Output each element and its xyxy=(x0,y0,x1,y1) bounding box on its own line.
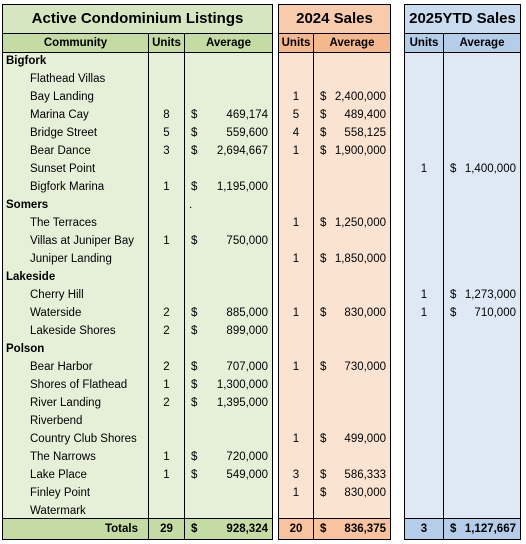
empty-cell xyxy=(444,430,520,448)
average-value: $ 549,000 xyxy=(185,466,272,484)
empty-cell xyxy=(444,232,520,250)
empty-cell xyxy=(444,178,520,196)
empty-cell xyxy=(405,70,443,88)
units-value: 5 xyxy=(163,127,170,139)
empty-cell xyxy=(279,322,313,340)
average-value: $ 885,000 xyxy=(185,304,272,322)
empty-cell xyxy=(405,196,443,214)
empty-cell xyxy=(314,232,390,250)
empty-cell xyxy=(185,70,272,88)
units-value: 1 xyxy=(163,469,170,481)
empty-cell xyxy=(444,196,520,214)
community-name: Marina Cay xyxy=(30,109,89,121)
average-value: $ 720,000 xyxy=(185,448,272,466)
active-totals-units: 29 xyxy=(148,519,184,539)
empty-cell xyxy=(279,70,313,88)
empty-cell xyxy=(185,160,272,178)
active-totals-average: $ 928,324 xyxy=(184,519,272,539)
active-listings-header xyxy=(3,33,272,53)
empty-cell xyxy=(405,214,443,232)
currency-symbol: $ xyxy=(191,145,198,157)
average-value: $ 1,395,000 xyxy=(185,394,272,412)
community-name: Watermark xyxy=(30,505,86,517)
sales-2025-totals-average: $ 1,127,667 xyxy=(443,519,520,539)
empty-cell xyxy=(149,412,184,430)
empty-cell xyxy=(444,322,520,340)
average-value: $ 2,400,000 xyxy=(314,88,390,106)
currency-symbol: $ xyxy=(191,307,198,319)
community-name: Country Club Shores xyxy=(30,433,137,445)
sales-2024-body xyxy=(279,52,390,520)
region-label: Bigfork xyxy=(6,55,47,67)
average-value: $ 1,300,000 xyxy=(185,376,272,394)
empty-cell xyxy=(444,358,520,376)
empty-cell xyxy=(314,322,390,340)
empty-cell xyxy=(149,214,184,232)
totals-label: Totals xyxy=(104,523,138,535)
empty-cell xyxy=(405,322,443,340)
currency-symbol: $ xyxy=(450,523,457,535)
empty-cell xyxy=(279,340,313,358)
empty-cell xyxy=(279,268,313,286)
currency-symbol: $ xyxy=(320,433,327,445)
empty-cell xyxy=(405,178,443,196)
empty-cell xyxy=(444,142,520,160)
units-value: 2 xyxy=(163,325,170,337)
active-totals-row xyxy=(3,518,272,539)
sales-2025-units-column xyxy=(405,52,443,520)
empty-cell xyxy=(279,412,313,430)
average-value: $ 830,000 xyxy=(314,304,390,322)
sales-2025-panel xyxy=(404,4,521,540)
units-value: 3 xyxy=(292,469,300,481)
community-name: The Narrows xyxy=(30,451,96,463)
empty-cell xyxy=(185,484,272,502)
empty-cell xyxy=(405,466,443,484)
empty-cell xyxy=(185,214,272,232)
empty-cell xyxy=(149,88,184,106)
active-listings-body xyxy=(3,52,272,520)
units-value: 1 xyxy=(292,307,300,319)
active-average-column xyxy=(184,52,272,520)
community-column xyxy=(3,52,148,520)
units-header: Units xyxy=(281,37,311,49)
empty-cell xyxy=(314,412,390,430)
sales-2024-panel xyxy=(278,4,391,540)
empty-cell xyxy=(314,268,390,286)
currency-symbol: $ xyxy=(450,289,457,301)
community-name: Shores of Flathead xyxy=(30,379,128,391)
empty-cell xyxy=(405,250,443,268)
empty-cell xyxy=(405,340,443,358)
empty-cell xyxy=(405,106,443,124)
empty-cell xyxy=(405,232,443,250)
sales-2024-totals-average: $ 836,375 xyxy=(313,519,390,539)
currency-symbol: $ xyxy=(320,523,327,535)
sales-2025-average-column xyxy=(443,52,520,520)
average-value: $ 489,400 xyxy=(314,106,390,124)
community-name: Villas at Juniper Bay xyxy=(30,235,134,247)
average-value: $ 469,174 xyxy=(185,106,272,124)
average-value: $ 499,000 xyxy=(314,430,390,448)
empty-cell xyxy=(444,70,520,88)
community-name: River Landing xyxy=(30,397,101,409)
empty-cell xyxy=(405,448,443,466)
empty-cell xyxy=(185,340,272,358)
empty-cell xyxy=(444,412,520,430)
empty-cell xyxy=(405,124,443,142)
empty-cell xyxy=(314,340,390,358)
currency-symbol: $ xyxy=(320,469,327,481)
empty-cell xyxy=(279,394,313,412)
community-name: Lakeside Shores xyxy=(30,325,116,337)
average-value: $ 707,000 xyxy=(185,358,272,376)
empty-cell xyxy=(314,394,390,412)
empty-cell xyxy=(279,232,313,250)
empty-cell xyxy=(444,250,520,268)
units-value: 1 xyxy=(420,289,428,301)
empty-cell xyxy=(314,160,390,178)
average-value: $ 830,000 xyxy=(314,484,390,502)
currency-symbol: $ xyxy=(191,325,198,337)
currency-symbol: $ xyxy=(191,469,198,481)
average-value: $ 558,125 xyxy=(314,124,390,142)
empty-cell xyxy=(149,52,184,70)
units-value: 1 xyxy=(292,145,300,157)
active-listings-title: Active Condominium Listings xyxy=(3,5,272,33)
community-name: Bridge Street xyxy=(30,127,98,139)
empty-cell xyxy=(279,178,313,196)
units-value: 1 xyxy=(163,235,170,247)
currency-symbol: $ xyxy=(320,127,327,139)
currency-symbol: $ xyxy=(450,163,457,175)
units-value: 1 xyxy=(292,361,300,373)
community-header: Community xyxy=(43,37,108,49)
empty-cell xyxy=(185,286,272,304)
empty-cell xyxy=(149,70,184,88)
sales-2025-header xyxy=(405,33,520,53)
currency-symbol: $ xyxy=(191,109,198,121)
empty-cell xyxy=(314,178,390,196)
empty-cell xyxy=(444,448,520,466)
empty-cell xyxy=(405,52,443,70)
empty-cell xyxy=(314,448,390,466)
currency-symbol: $ xyxy=(191,127,198,139)
empty-cell xyxy=(444,124,520,142)
empty-cell xyxy=(149,250,184,268)
average-value: $ 1,195,000 xyxy=(185,178,272,196)
sales-2024-totals-row xyxy=(279,518,390,539)
region-label: Somers xyxy=(6,199,49,211)
empty-cell xyxy=(405,88,443,106)
sales-2025-body xyxy=(405,52,520,520)
empty-cell xyxy=(185,88,272,106)
sales-2024-average-column xyxy=(313,52,390,520)
empty-cell xyxy=(314,70,390,88)
community-name: Finley Point xyxy=(30,487,91,499)
empty-cell xyxy=(405,430,443,448)
stray-mark: . xyxy=(189,199,193,211)
empty-cell xyxy=(405,268,443,286)
community-name: The Terraces xyxy=(30,217,97,229)
currency-symbol: $ xyxy=(191,379,198,391)
community-name: Bear Dance xyxy=(30,145,91,157)
empty-cell xyxy=(444,268,520,286)
units-value: 1 xyxy=(163,379,170,391)
empty-cell xyxy=(405,394,443,412)
units-value: 8 xyxy=(163,109,170,121)
units-value: 4 xyxy=(292,127,300,139)
currency-symbol: $ xyxy=(320,307,327,319)
empty-cell xyxy=(149,484,184,502)
average-value: $ 750,000 xyxy=(185,232,272,250)
empty-cell xyxy=(405,142,443,160)
sales-2025-title: 2025YTD Sales xyxy=(405,5,520,33)
empty-cell xyxy=(444,394,520,412)
units-value: 5 xyxy=(292,109,300,121)
active-units-column xyxy=(148,52,184,520)
units-value: 2 xyxy=(163,307,170,319)
units-value: 1 xyxy=(163,181,170,193)
community-name: Bear Harbor xyxy=(30,361,93,373)
empty-cell xyxy=(279,448,313,466)
community-name: Waterside xyxy=(30,307,82,319)
currency-symbol: $ xyxy=(191,181,198,193)
empty-cell xyxy=(185,430,272,448)
empty-cell xyxy=(149,286,184,304)
active-listings-panel xyxy=(2,4,273,540)
average-value: $ 730,000 xyxy=(314,358,390,376)
empty-cell xyxy=(279,52,313,70)
units-value: 2 xyxy=(163,361,170,373)
currency-symbol: $ xyxy=(191,361,198,373)
empty-cell xyxy=(314,52,390,70)
average-value: $ 1,900,000 xyxy=(314,142,390,160)
average-value: $ 1,400,000 xyxy=(444,160,520,178)
empty-cell xyxy=(314,286,390,304)
community-name: Sunset Point xyxy=(30,163,96,175)
empty-cell xyxy=(185,52,272,70)
units-value: 1 xyxy=(420,163,428,175)
community-name: Flathead Villas xyxy=(30,73,106,85)
sales-2024-units-column xyxy=(279,52,313,520)
empty-cell xyxy=(149,430,184,448)
empty-cell xyxy=(405,412,443,430)
empty-cell xyxy=(405,376,443,394)
average-value: $ 1,250,000 xyxy=(314,214,390,232)
currency-symbol: $ xyxy=(191,451,198,463)
empty-cell xyxy=(279,196,313,214)
empty-cell xyxy=(405,358,443,376)
currency-symbol: $ xyxy=(320,109,327,121)
currency-symbol: $ xyxy=(320,91,327,103)
average-value: $ 899,000 xyxy=(185,322,272,340)
units-value: 1 xyxy=(292,91,300,103)
empty-cell xyxy=(444,466,520,484)
sales-2025-totals-units: 3 xyxy=(420,523,428,535)
currency-symbol: $ xyxy=(450,307,457,319)
empty-cell xyxy=(149,160,184,178)
empty-cell xyxy=(444,340,520,358)
units-value: 1 xyxy=(292,253,300,265)
units-value: 1 xyxy=(292,487,300,499)
currency-symbol: $ xyxy=(320,361,327,373)
empty-cell xyxy=(444,376,520,394)
community-name: Lake Place xyxy=(30,469,87,481)
empty-cell xyxy=(279,160,313,178)
units-value: 1 xyxy=(292,217,300,229)
sales-2025-totals-row xyxy=(405,518,520,539)
region-label: Polson xyxy=(6,343,45,355)
currency-symbol: $ xyxy=(191,235,198,247)
units-value: 2 xyxy=(163,397,170,409)
empty-cell xyxy=(314,196,390,214)
sales-2024-totals-units: 20 xyxy=(289,523,303,535)
average-header: Average xyxy=(313,34,390,52)
community-name: Bigfork Marina xyxy=(30,181,105,193)
empty-cell xyxy=(444,214,520,232)
region-label: Lakeside xyxy=(6,271,56,283)
currency-symbol: $ xyxy=(191,523,198,535)
average-value: $ 2,694,667 xyxy=(185,142,272,160)
units-value: 1 xyxy=(292,433,300,445)
empty-cell xyxy=(444,484,520,502)
units-header: Units xyxy=(409,37,439,49)
empty-cell xyxy=(444,106,520,124)
empty-cell xyxy=(149,340,184,358)
units-value: 1 xyxy=(420,307,428,319)
empty-cell xyxy=(279,376,313,394)
average-value: $ 559,600 xyxy=(185,124,272,142)
sales-2024-header xyxy=(279,33,390,53)
currency-symbol: $ xyxy=(320,145,327,157)
sales-2024-title: 2024 Sales xyxy=(279,5,390,33)
units-value: 3 xyxy=(163,145,170,157)
empty-cell xyxy=(149,268,184,286)
empty-cell xyxy=(444,52,520,70)
empty-cell xyxy=(149,196,184,214)
empty-cell xyxy=(405,484,443,502)
units-value: 1 xyxy=(163,451,170,463)
average-value: $ 710,000 xyxy=(444,304,520,322)
average-value: $ 586,333 xyxy=(314,466,390,484)
community-name: Juniper Landing xyxy=(30,253,112,265)
average-value: $ 1,850,000 xyxy=(314,250,390,268)
community-name: Bay Landing xyxy=(30,91,94,103)
community-name: Cherry Hill xyxy=(30,289,84,301)
average-header: Average xyxy=(443,34,520,52)
units-header: Units xyxy=(148,34,184,52)
currency-symbol: $ xyxy=(320,253,327,265)
average-value: $ 1,273,000 xyxy=(444,286,520,304)
empty-cell xyxy=(185,250,272,268)
currency-symbol: $ xyxy=(191,397,198,409)
currency-symbol: $ xyxy=(320,217,327,229)
average-header: Average xyxy=(184,34,272,52)
community-name: Riverbend xyxy=(30,415,83,427)
empty-cell xyxy=(314,376,390,394)
empty-cell xyxy=(185,268,272,286)
currency-symbol: $ xyxy=(320,487,327,499)
empty-cell xyxy=(444,88,520,106)
empty-cell xyxy=(279,286,313,304)
empty-cell xyxy=(185,412,272,430)
